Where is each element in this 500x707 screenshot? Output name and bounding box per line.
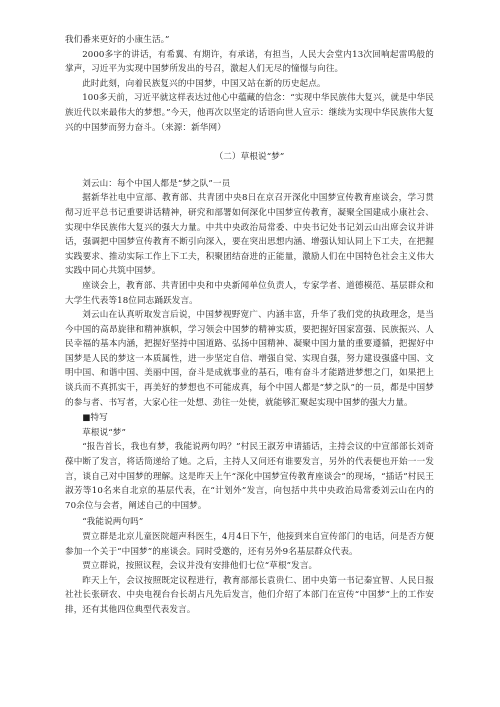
paragraph-closing-quote: 我们番来更好的小康生活。” [65,35,170,45]
feature-title: 草根说“梦” [82,427,126,438]
section-title: （二）草根说“梦” [214,152,285,163]
paragraph-new-starting-point: 此时此刻，向着民族复兴的中国梦，中国又站在新的历史起点。 [82,78,326,89]
paragraph-speech-summary: 2000多字的讲话，有希翼、有期许，有承诺，有担当，人民大会堂内13次回响起雷鸣般的掌声，习近平为实现中国梦所发出的号召，激起人们无尽的憧憬与向往。 [65,49,434,75]
feature-paragraph-interjection: “报告首长，我也有梦，我能说两句吗？”村民王淑芳申请插话，主持会议的中宣部部长刘奇葆中断了发言，将话筒递给了她。之后，主持人又问还有谁要发言，另外的代表便也开始一一发言，谈自己对中国梦的理解。这是昨天上午“深化中国梦宣传教育座谈会”的现场，“插话”村民王淑芳等10名来自北京的基层代表，在“计划外”发言，向包括中共中央政治局常委刘云山在内的70余位与会者，阐述自己的中国梦。 [65,442,434,511]
feature-paragraph-invitation: 贾立群是北京儿童医院超声科医生，4月4日下午，他接到来自宣传部门的电话，问是否方便参加一个关于“中国梦”的座谈会。同时受邀的，还有另外9名基层群众代表。 [65,532,434,557]
paragraph-belief-source: 100多天前，习近平就这样表达过他心中蕴藏的信念：“实现中华民族伟大复兴，就是中华民族近代以来最伟大的梦想。”今天，他再次以坚定的话语向世人宣示：继续为实现中华民族伟大复兴的中国梦而努力奋斗。（来源：新华网） [65,93,434,133]
feature-paragraph-agenda: 贾立群说，按照议程，会议并没有安排他们七位“草根”发言。 [82,561,318,572]
article-headline: 刘云山：每个中国人都是“梦之队”一员 [82,178,231,189]
article-paragraph-remarks: 刘云山在认真听取发言后说，中国梦视野宽广、内涵丰富，升华了我们党的执政理念，是当今中国的高昂旋律和精神旗帜，学习领会中国梦的精神实质，要把握好国家富强、民族振兴、人民幸福的基本内涵，把握好坚持中国道路、弘扬中国精神、凝聚中国力量的重要遵循，把握好中国梦是人民的梦这一本质属性，进一步坚定自信、增强自觉、实现自强，努力建设强盛中国、文明中国、和谐中国、美丽中国，奋斗是成就事业的基石，唯有奋斗才能踏进梦想之门，如果把上谈兵而不真抓实干，再美好的梦想也不可能成真，每个中国人都是“梦之队”的一员，都是中国梦的参与者、书写者，大家心往一处想、劲往一处使，就能够汇聚起实现中国梦的强大力量。 [65,310,434,408]
article-paragraph-lead: 据新华社电中宣部、教育部、共青团中央8日在京召开深化中国梦宣传教育座谈会，学习贯彻习近平总书记重要讲话精神，研究和部署如何深化中国梦宣传教育，凝聚全国建成小康社会、实现中华民族伟大复兴的强大力量。中共中央政治局常委、中央书记处书记刘云山出席会议并讲话，强调把中国梦宣传教育不断引向深入，要在突出思想内涵、增强认知认同上下工夫，在把握实践要求、推动实际工作上下工夫，积聚团结奋进的正能量，激励人们在中国特色社会主义伟大实践中同心共筑中国梦。 [65,193,434,277]
article-paragraph-attendees: 座谈会上，教育部、共青团中央和中央新闻单位负责人，专家学者、道德模范、基层群众和大学生代表等18位同志踊跃发言。 [65,280,434,306]
feature-paragraph-meeting: 昨天上午，会议按照既定议程进行，教育部部长袁贵仁、团中央第一书记秦宜智、人民日报社社长张研农、中央电视台台长胡占凡先后发言，他们介绍了本部门在宣传“中国梦”上的工作安排，还有其他四位典型代表发言。 [65,575,434,615]
feature-label: ■特写 [82,413,108,424]
feature-subheading: “我能说两句吗” [82,517,144,528]
